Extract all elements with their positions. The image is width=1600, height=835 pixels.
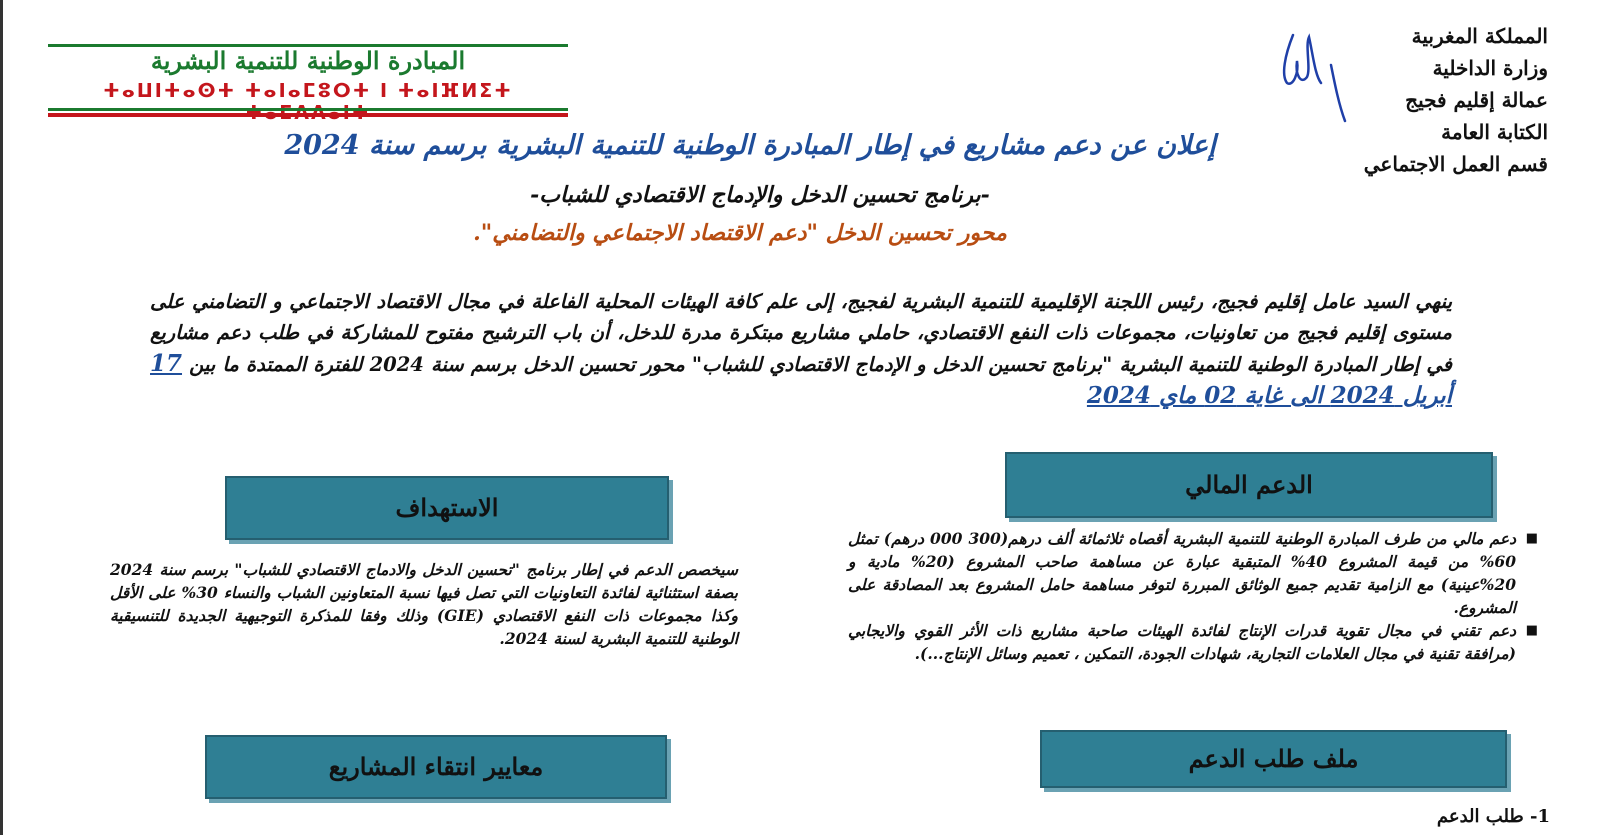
intro-text: ينهي السيد عامل إقليم فجيج، رئيس اللجنة الإقليمية للتنمية البشرية لفجيج، إلى علم كافة الهيئات المحلية الفاعلة في مجال الاقتصاد الاجتماعي و التضامني على مستوى إقليم فجيج من تعاونيات، مجموعات ذات النفع الاقتصادي، حاملي مشاريع مبتكرة مدرة للدخل، أن باب الترشيح مفتوح للمشاركة في طلب دعم مشاريع في إطار المبادرة الوطنية للتنمية البشرية "برنامج تحسين الدخل و الإدماج الاقتصادي للشباب" محور تحسين الدخل برسم سنة 2024 للفترة الممتدة ما بين [150, 290, 1452, 376]
ministry-line: عمالة إقليم فجيج [1405, 88, 1548, 112]
targeting-header: الاستهداف [225, 476, 669, 540]
financial-support-header: الدعم المالي [1005, 452, 1493, 518]
ministry-line: قسم العمل الاجتماعي [1363, 152, 1548, 176]
indh-logo [48, 44, 578, 116]
page-edge [0, 0, 3, 835]
financial-support-list [848, 527, 1538, 665]
logo-arabic-text: المبادرة الوطنية للتنمية البشرية [150, 46, 466, 75]
targeting-paragraph: سيخصص الدعم في إطار برنامج "تحسين الدخل والادماج الاقتصادي للشباب" برسم سنة 2024 بصفة استثنائية لفائدة التعاونيات التي تصل فيها نسبة المتعاونين الشباب والنساء 30% على الأقل وكذا مجموعات ذات النفع الاقتصادي (GIE) وذلك وفقا للمذكرة التوجيهية الجديدة للتنسيقية الوطنية للتنمية البشرية لسنة 2024. [110, 560, 739, 648]
ministry-line: المملكة المغربية [1411, 24, 1548, 48]
logo-tifinagh-text: ⵜⴰⵡⵏⵜⴰⵙⵜ ⵜⴰⵏⴰⵎⵓⵔⵜ ⵏ ⵜⴰⵏⴼⵍⵉⵜ [103, 80, 513, 102]
ministry-line: الكتابة العامة [1441, 120, 1548, 144]
selection-criteria-header: معايير انتقاء المشاريع [205, 735, 667, 799]
bullet-icon: ■ [1525, 531, 1538, 546]
financial-item-text: دعم تقني في مجال تقوية قدرات الإنتاج لفائدة الهيئات صاحبة مشاريع ذات الأثر القوي والايجابي (مرافقة تقنية في مجال العلامات التجارية، شهادات الجودة، التمكين ، تعميم وسائل الإنتاج...). [848, 621, 1516, 663]
dossier-first-item: 1- طلب الدعم [1436, 806, 1550, 827]
application-date-range: 17 أبريل 2024 الى غاية 02 ماي 2024 [150, 350, 1452, 409]
financial-item-text: دعم مالي من طرف المبادرة الوطنية للتنمية البشرية أقصاه ثلاثمائة ألف درهم(300 000 درهم) تمثل 60% من قيمة المشروع 40% المتبقية عبارة عن مساهمة صاحب المشروع (20% مادية و 20%عينية) مع الزامية تقديم جميع الوثائق المبررة لتوفر مساهمة حامل المشروع بعد المصادقة على المشروع. [848, 529, 1516, 617]
axis-title: محور تحسين الدخل "دعم الاقتصاد الاجتماعي والتضامني". [473, 220, 1007, 246]
bullet-icon: ■ [1525, 623, 1538, 638]
application-dossier-header: ملف طلب الدعم [1040, 730, 1507, 788]
list-item [848, 527, 1538, 619]
list-item [848, 619, 1538, 665]
program-title: -برنامج تحسين الدخل والإدماج الاقتصادي للشباب- [530, 182, 990, 208]
intro-paragraph [150, 286, 1452, 412]
announcement-title: إعلان عن دعم مشاريع في إطار المبادرة الوطنية للتنمية البشرية برسم سنة 2024 [284, 130, 1216, 161]
logo-red-rule [48, 113, 568, 117]
ministry-header [1318, 20, 1548, 180]
ministry-line: وزارة الداخلية [1432, 56, 1548, 80]
logo-green-rule [48, 108, 568, 111]
